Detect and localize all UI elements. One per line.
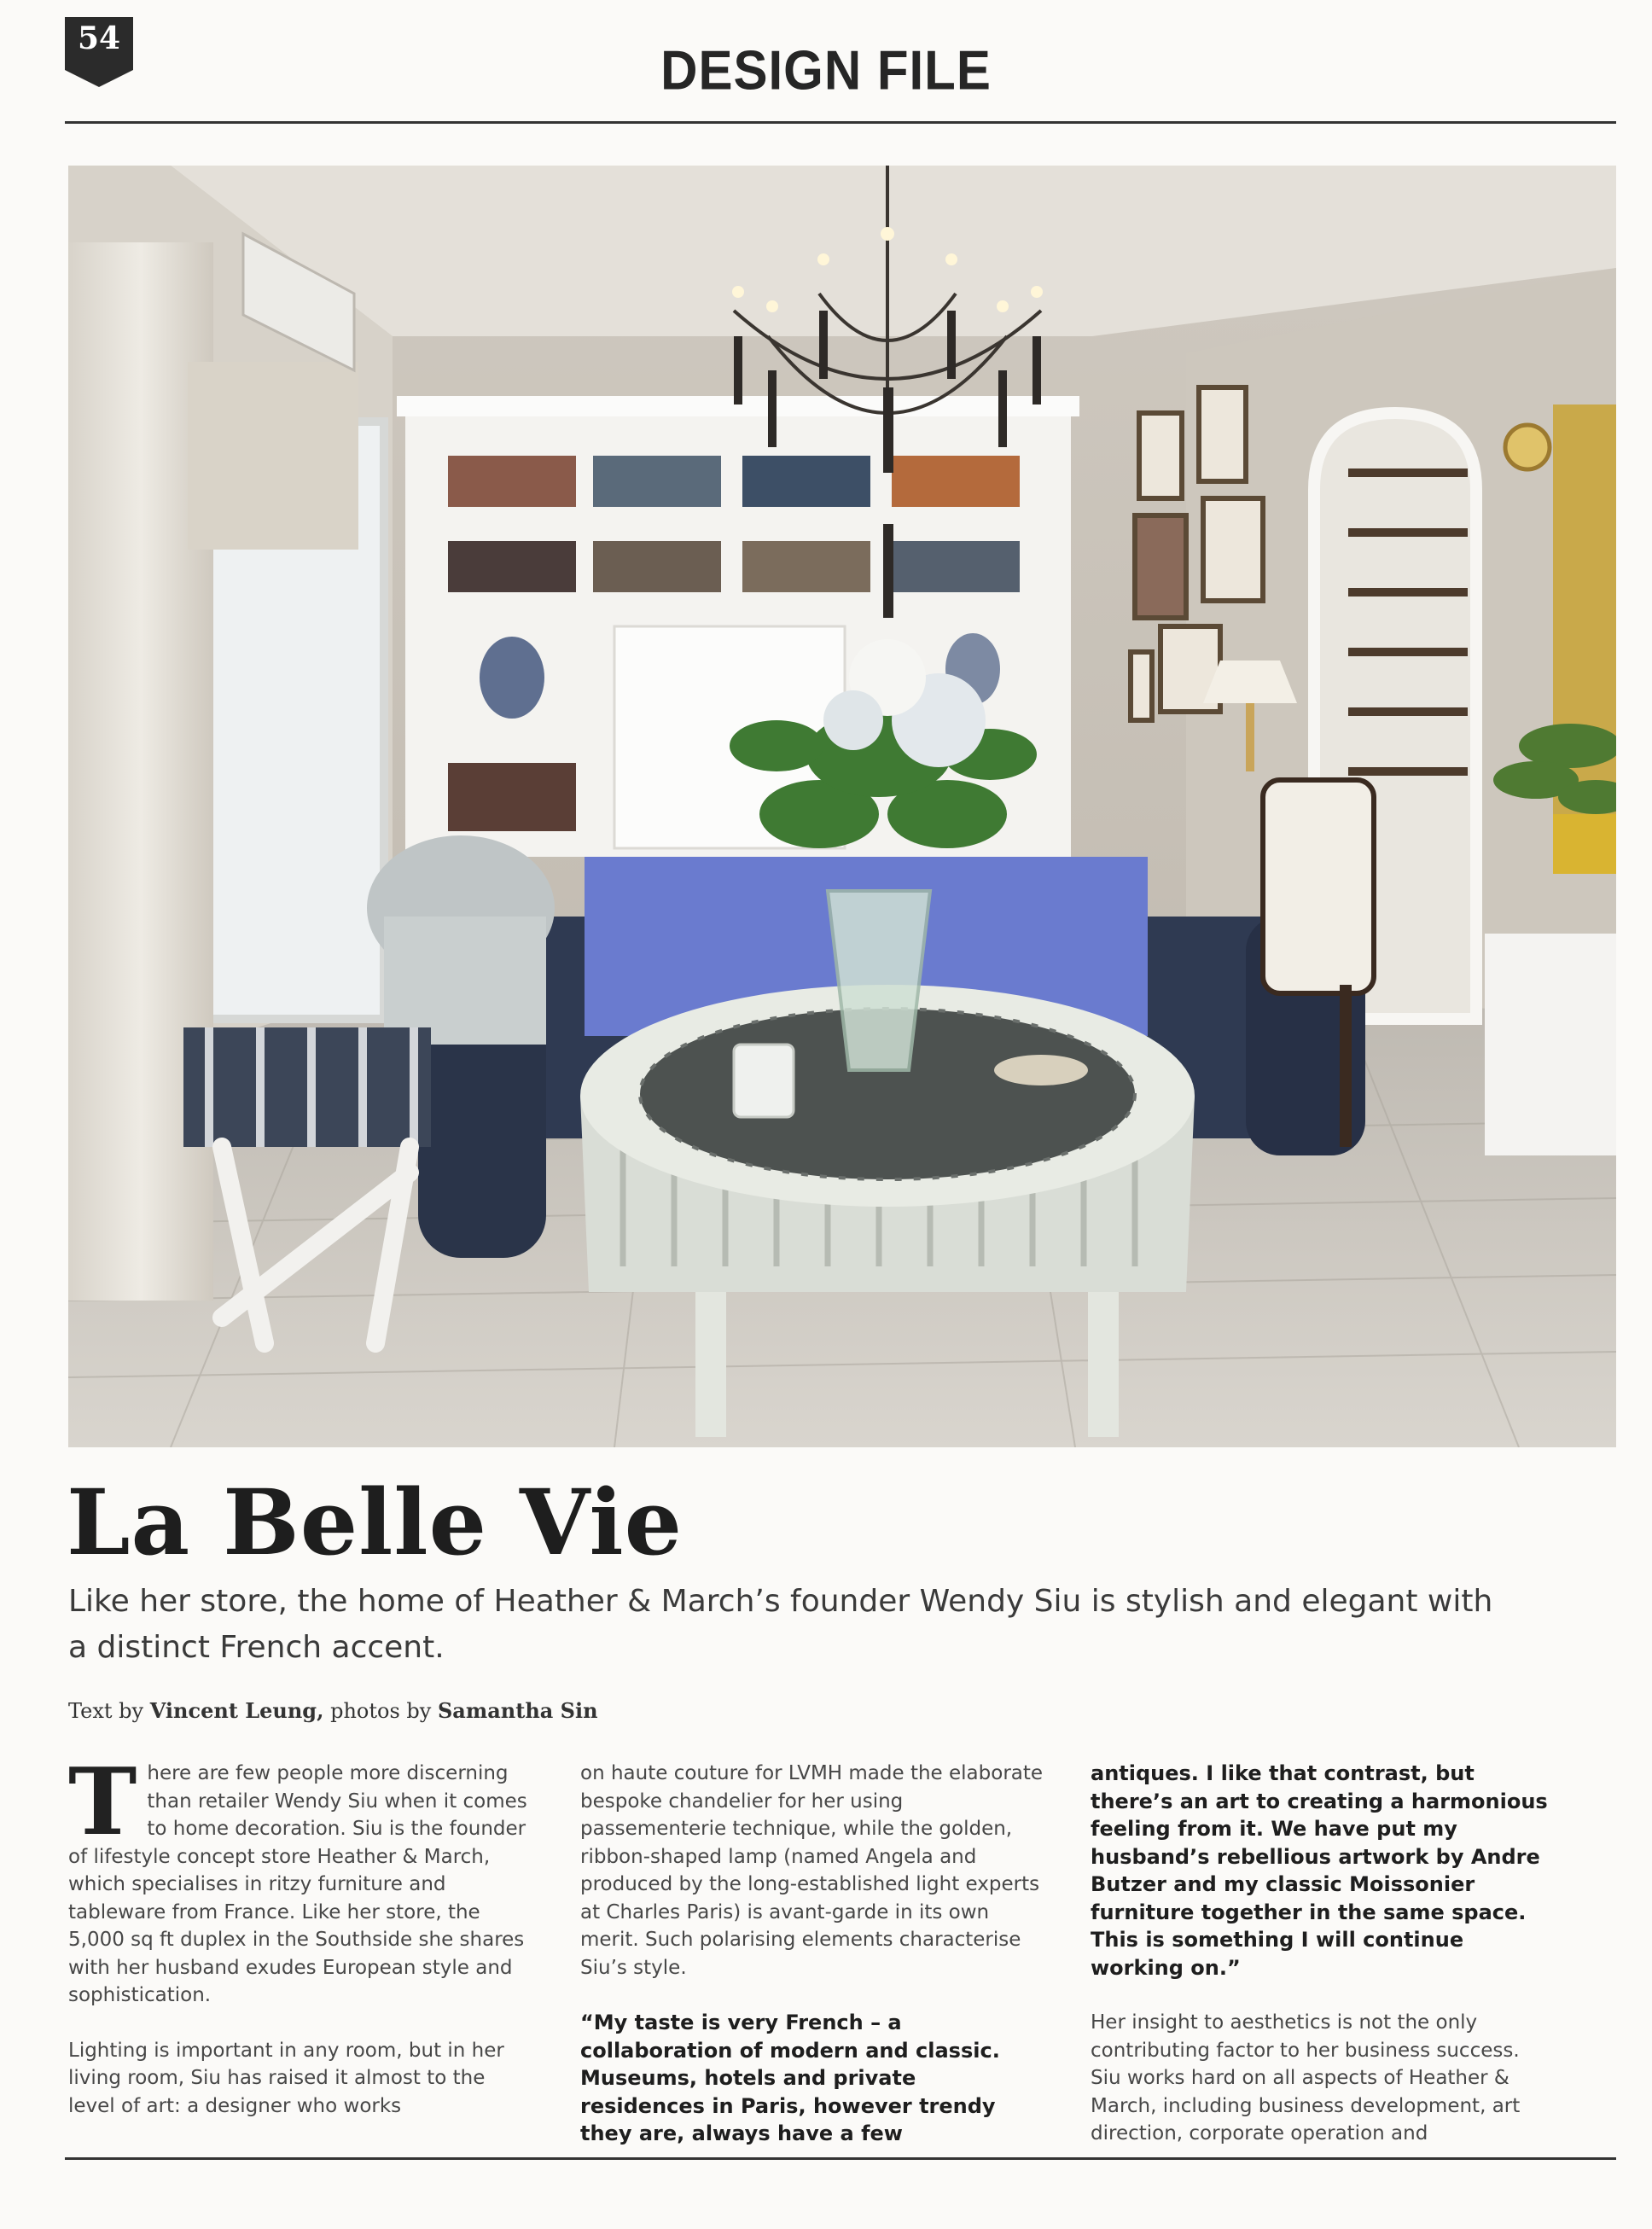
article-column-2: [580, 1760, 1045, 2175]
byline-photographer: Samantha Sin: [437, 1698, 598, 1723]
body-paragraph-text: here are few people more discerning than retailer Wendy Siu when it comes to home decoration. Siu is the founder of lifestyle concept store Heather & March, which specialises in ritzy furniture and tableware from France. Like her store, the 5,000 sq ft duplex in the Southside she shares with her husband exudes European style and sophistication.: [68, 1762, 527, 2006]
byline-text-label: Text by: [68, 1699, 144, 1723]
footer-rule: [65, 2157, 1616, 2160]
body-paragraph: Her insight to aesthetics is not the only contributing factor to her business success. Siu works hard on all aspects of Heather & March, including business development, art direction, corporate operation and: [1091, 2011, 1521, 2145]
article-column-1: [68, 1749, 533, 2147]
body-paragraph: [68, 1749, 533, 2010]
section-title: DESIGN FILE: [660, 39, 992, 102]
article-column-3: [1091, 1760, 1556, 2175]
pull-quote-continued: antiques. I like that contrast, but there’s an art to creating a harmonious feeling from it. We have put my husband’s rebellious artwork by Andre Butzer and my classic Moissonier furniture together in the same space. This is something I will continue working on.”: [1091, 1761, 1548, 1980]
pull-quote: “My taste is very French – a collaboration of modern and classic. Museums, hotels and private residences in Paris, however trendy they are, always have a few: [580, 2011, 1000, 2145]
article-headline: La Belle Vie: [67, 1469, 683, 1575]
body-paragraph: on haute couture for LVMH made the elaborate bespoke chandelier for her using passementerie technique, while the golden, ribbon-shaped lamp (named Angela and produced by the long-established light experts at Charles Paris) is avant-garde in its own merit. Such polarising elements characterise Siu’s style.: [580, 1762, 1044, 1979]
body-paragraph: Lighting is important in any room, but in her living room, Siu has raised it almost to the level of art: a designer who works: [68, 2039, 504, 2117]
article-standfirst: Like her store, the home of Heather & March’s founder Wendy Siu is stylish and elegant with a distinct French accent.: [68, 1584, 1493, 1665]
article-byline: [68, 1698, 598, 1723]
drop-cap: T: [68, 1749, 137, 1856]
living-room-illustration: [68, 166, 1616, 1447]
header-rule: [65, 121, 1616, 124]
photo-living-room: [68, 166, 1616, 1447]
page-number: 54: [77, 20, 121, 56]
byline-writer: Vincent Leung,: [149, 1698, 324, 1723]
byline-photos-label: photos by: [330, 1699, 432, 1723]
